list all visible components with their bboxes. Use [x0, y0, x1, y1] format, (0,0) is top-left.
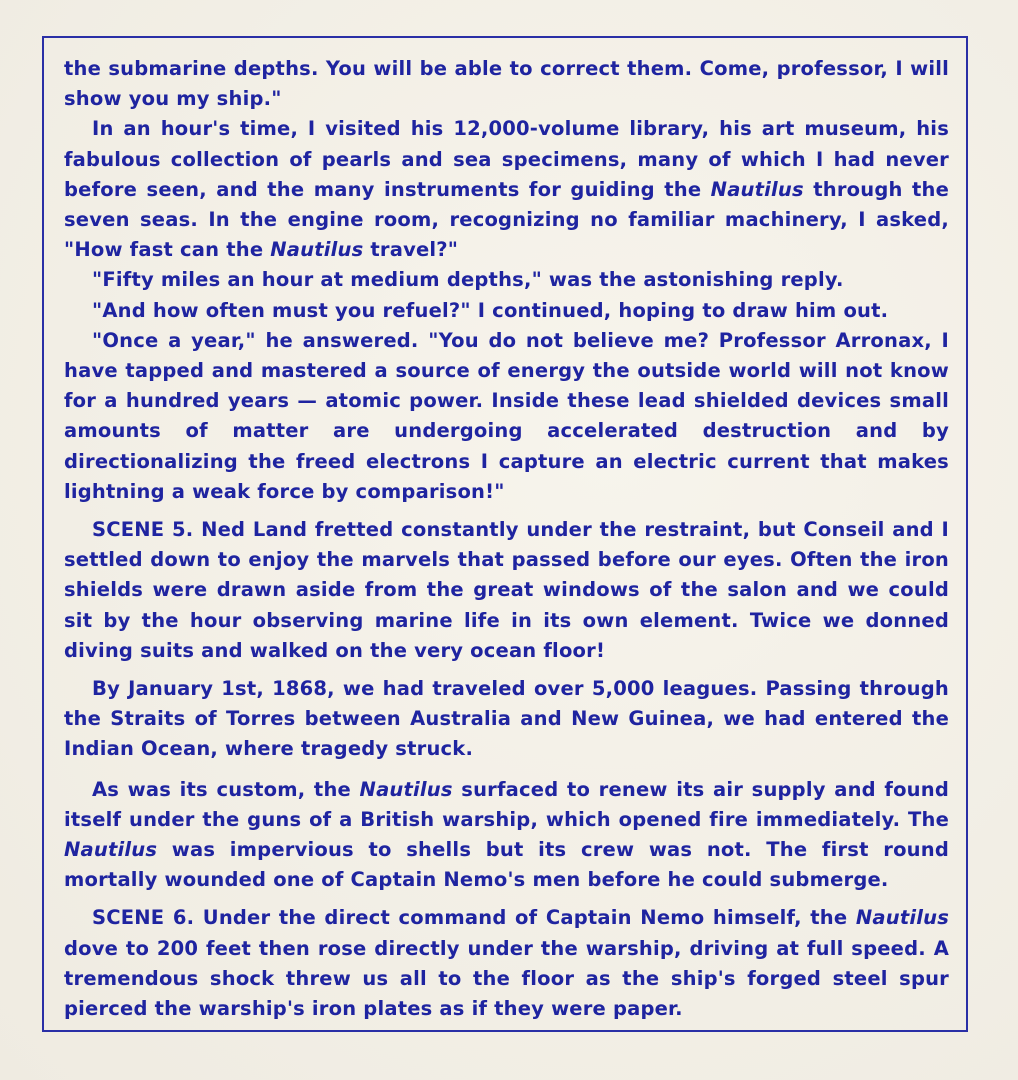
paragraph [64, 903, 949, 1024]
ship-name-italic: Nautilus [855, 906, 949, 930]
paragraph [64, 54, 949, 114]
text-run: dove to 200 feet then rose directly under the warship, driving at full speed. A tremendous shock threw us all to the floor as the ship's forged steel spur pierced the warship's iron plates as if they were paper. [64, 936, 949, 1021]
ship-name-italic: Nautilus [270, 238, 364, 262]
text-run: SCENE 6. Under the direct command of Captain Nemo himself, the [92, 906, 856, 930]
text-run: surfaced to renew its air supply and found itself under the guns of a British warship, which opened fire immediately. The [64, 777, 950, 831]
paragraph [64, 775, 949, 896]
text-run: the submarine depths. You will be able to correct them. Come, professor, I will show you my ship." [64, 57, 949, 111]
text-run: By January 1st, 1868, we had traveled over 5,000 leagues. Passing through the Straits of Torres between Australia and New Guinea, we had entered the Indian Ocean, where tragedy struck. [64, 677, 949, 761]
paragraph [64, 515, 949, 666]
text-run: was impervious to shells but its crew was not. The first round mortally wounded one of Captain Nemo's men before he could submerge. [64, 838, 949, 892]
story-text [64, 54, 949, 1024]
paragraph [64, 674, 949, 765]
paragraph [64, 114, 949, 265]
text-run: through the seven seas. In the engine room, recognizing no familiar machinery, I asked, "How fast can the [64, 177, 949, 262]
ship-name-italic: Nautilus [359, 777, 453, 801]
paragraph [64, 265, 949, 295]
ship-name-italic: Nautilus [64, 838, 158, 862]
text-run: "Once a year," he answered. "You do not believe me? Professor Arronax, I have tapped and mastered a source of energy the outside world will not know for a hundred years — atomic power. Inside these lead shielded devices small amounts of matter are undergoing accelerated destruction and by directionalizing the freed electrons I capture an electric current that makes lightning a weak force by comparison!" [64, 328, 949, 503]
paragraph [64, 326, 949, 507]
text-run: "Fifty miles an hour at medium depths," was the astonishing reply. [92, 268, 844, 292]
ship-name-italic: Nautilus [710, 177, 804, 201]
text-run: travel?" [363, 238, 459, 262]
text-run: As was its custom, the [92, 777, 360, 801]
text-run: SCENE 5. Ned Land fretted constantly under the restraint, but Conseil and I settled down to enjoy the marvels that passed before our eyes. Often the iron shields were drawn aside from the great windows of the salon and we could sit by the hour observing marine life in its own element. Twice we donned diving suits and walked on the very ocean floor! [64, 518, 949, 662]
paragraph [64, 296, 949, 326]
text-run: "And how often must you refuel?" I continued, hoping to draw him out. [92, 298, 889, 322]
text-run: In an hour's time, I visited his 12,000-volume library, his art museum, his fabulous collection of pearls and sea specimens, many of which I had never before seen, and the many instruments for guiding the [64, 117, 949, 201]
